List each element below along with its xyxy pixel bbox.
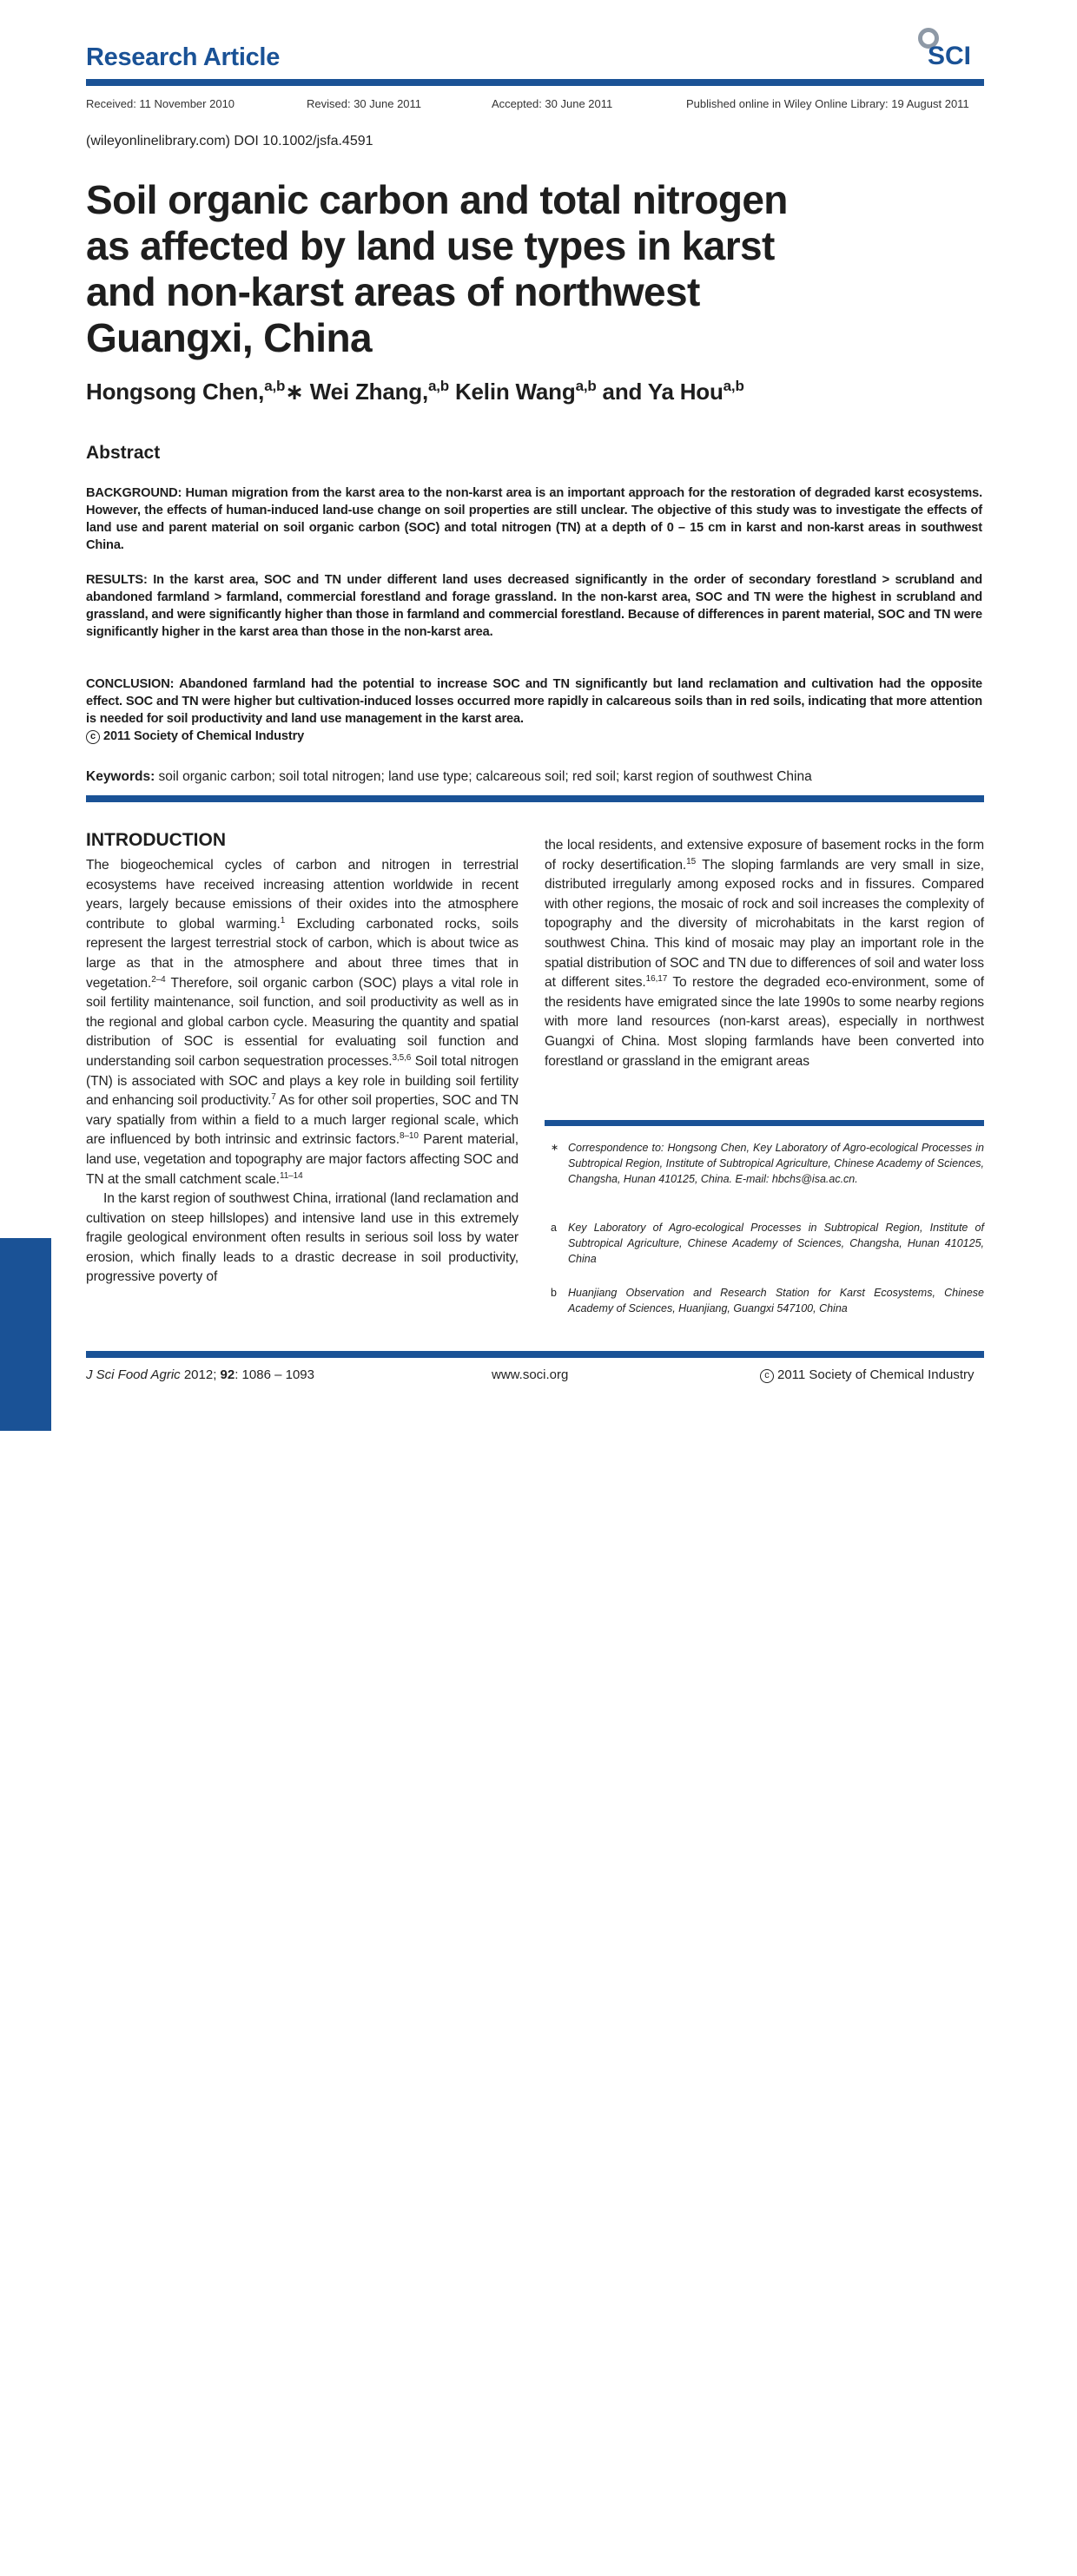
citation-reference[interactable]: 11–14: [280, 1170, 303, 1181]
journal-year: 2012;: [180, 1367, 221, 1382]
footnote-correspondence: Correspondence to: Hongsong Chen, Key Laboratory of Agro-ecological Processes in Subtropical Region, Institute of Subtropical Agriculture, Chinese Academy of Sciences, Changsha, Hunan 410125, China. E-mail: hbchs@isa.ac.cn.: [568, 1142, 984, 1185]
body-text: Parent material, land use, vegetation and topography are major factors affecting SOC and TN at the small catchment scale.: [86, 1132, 519, 1187]
footer-copyright: [760, 1367, 975, 1383]
body-text: As for other soil properties, SOC and TN vary spatially from within a field to a much larger regional scale, which are influenced by both intrinsic and extrinsic factors.: [86, 1093, 519, 1148]
author-affiliation: a,b: [264, 378, 286, 394]
body-text: To restore the degraded eco-environment, some of the residents have emigrated since the late 1990s to some nearby regions with more land resources (non-karst areas), especially in northwest Guangxi of China. Most sloping farmlands have been converted into forestland or grassland in the emigrant areas: [545, 975, 984, 1069]
author-affiliation: a,b: [575, 378, 597, 394]
journal-volume: 92: [220, 1367, 235, 1382]
citation-reference[interactable]: 3,5,6: [392, 1052, 412, 1063]
intro-paragraph: [545, 836, 984, 1071]
footnote-affiliation-b: Huanjiang Observation and Research Station for Karst Ecosystems, Chinese Academy of Sciences, Huanjiang, Guangxi 547100, China: [568, 1287, 984, 1314]
abstract-results: RESULTS: In the karst area, SOC and TN under different land uses decreased significantly in the order of secondary forestland > scrubland and abandoned farmland > farmland, commercial forestland and forage grassland. In the non-karst area, SOC and TN were the highest in scrubland and grassland, and were significantly higher than those in farmland and commercial forestland. Because of differences in parent material, SOC and TN were significantly higher in the karst area than those in the non-karst area.: [86, 573, 982, 639]
author-affiliation: a,b: [427, 378, 449, 394]
author-affiliation: a,b: [723, 378, 744, 394]
abstract-conclusion-block: [86, 675, 982, 745]
copyright-icon: c: [86, 730, 100, 744]
keywords-text: soil organic carbon; soil total nitrogen; land use type; calcareous soil; red soil; karst region of southwest China: [155, 769, 812, 784]
footnote-mark: b: [551, 1287, 557, 1299]
copyright-icon: c: [760, 1369, 774, 1383]
journal-pages: : 1086 – 1093: [235, 1367, 314, 1382]
author-name[interactable]: and Ya Hou: [596, 379, 724, 405]
introduction-heading: INTRODUCTION: [86, 830, 226, 850]
title-line: and non-karst areas of northwest: [86, 269, 700, 314]
abstract-copyright: 2011 Society of Chemical Industry: [103, 729, 305, 743]
page-number-tab: [0, 1238, 51, 2576]
author-name[interactable]: Hongsong Chen,: [86, 379, 265, 405]
doi-line[interactable]: (wileyonlinelibrary.com) DOI 10.1002/jsfa.4591: [86, 134, 373, 148]
keywords-label: Keywords:: [86, 769, 155, 784]
body-text: Soil total nitrogen (TN) is associated with SOC and plays a key role in building soil fertility and enhancing soil productivity.: [86, 1053, 519, 1109]
accepted-date: Accepted: 30 June 2011: [492, 97, 613, 110]
left-column: [86, 856, 519, 1288]
header-rule: [86, 79, 984, 86]
body-text: In the karst region of southwest China, irrational (land reclamation and cultivation on steep hillslopes) and intensive land use in this extremely fragile geological environment often results in serious soil loss by water erosion, which finally leads to a drastic decrease in soil productivity, progressive poverty of: [86, 1191, 519, 1285]
citation-reference[interactable]: 2–4: [151, 974, 166, 985]
page-number: 1086: [13, 2518, 40, 2576]
citation-reference[interactable]: 1: [280, 915, 286, 926]
author-name[interactable]: Wei Zhang,: [303, 379, 428, 405]
body-text: Therefore, soil organic carbon (SOC) plays a vital role in soil fertility maintenance, soil function, and soil productivity as well as in the regional and global carbon cycle. Measuring the quantity and spatial distribution of SOC is essential for evaluating soil function and understanding soil carbon sequestration processes.: [86, 975, 519, 1069]
citation-reference[interactable]: 16,17: [645, 974, 668, 985]
intro-paragraph: [86, 1189, 519, 1288]
journal-name: J Sci Food Agric: [86, 1367, 181, 1382]
abstract-conclusion: CONCLUSION: Abandoned farmland had the potential to increase SOC and TN significantly but land reclamation and cultivation had the opposite effect. SOC and TN were higher but cultivation-induced losses occurred more rapidly in calcareous soils than in red soils, indicating that more attention is needed for soil productivity and land use management in the karst area.: [86, 677, 982, 726]
footnote-rule: [545, 1120, 984, 1126]
received-date: Received: 11 November 2010: [86, 97, 235, 110]
abstract-heading: Abstract: [86, 443, 161, 463]
paper-title: [86, 177, 868, 361]
citation-reference[interactable]: 8–10: [400, 1131, 419, 1142]
published-date: Published online in Wiley Online Library: 19 August 2011: [686, 97, 969, 110]
title-line: Soil organic carbon and total nitrogen: [86, 177, 788, 222]
abstract-background: BACKGROUND: Human migration from the karst area to the non-karst area is an important approach for the restoration of degraded karst ecosystems. However, the effects of human-induced land-use change on soil properties are still unclear. The objective of this study was to investigate the effects of land use and parent material on soil organic carbon (SOC) and total nitrogen (TN) at a depth of 0 – 15 cm in karst and non-karst areas in southwest China.: [86, 486, 982, 552]
journal-citation: [86, 1367, 314, 1382]
abstract-rule: [86, 795, 984, 802]
title-line: Guangxi, China: [86, 315, 372, 360]
right-column: [545, 836, 984, 1071]
footnote-mark: a: [551, 1222, 557, 1234]
article-type-heading: Research Article: [86, 43, 281, 71]
footnote-affiliation-a: Key Laboratory of Agro-ecological Processes in Subtropical Region, Institute of Subtropical Agriculture, Chinese Academy of Sciences, Changsha, Hunan 410125, China: [568, 1222, 984, 1265]
body-text: The sloping farmlands are very small in size, distributed irregularly among exposed rocks and in fissures. Compared with other regions, the mosaic of rock and soil increases the complexity of topography and the diversity of microhabitats in the karst region of southwest China. This kind of mosaic may play an important role in the spatial distribution of SOC and TN due to differences of soil and water loss at different sites.: [545, 857, 984, 991]
keywords-line: [86, 769, 989, 785]
author-list: [86, 379, 744, 405]
soci-logo: [915, 24, 985, 73]
revised-date: Revised: 30 June 2011: [307, 97, 422, 110]
footnote-mark: ∗: [551, 1143, 559, 1153]
body-text: the local residents, and extensive exposure of basement rocks in the form of rocky desertification.: [545, 838, 984, 873]
citation-reference[interactable]: 7: [271, 1092, 276, 1103]
corresponding-mark: ∗: [285, 379, 304, 405]
citation-reference[interactable]: 15: [686, 856, 697, 866]
website-link[interactable]: www.soci.org: [492, 1367, 569, 1382]
intro-paragraph: [86, 856, 519, 1189]
logo-text: SCI: [928, 42, 972, 70]
title-line: as affected by land use types in karst: [86, 223, 775, 268]
footer-copyright-text: 2011 Society of Chemical Industry: [777, 1367, 975, 1382]
author-name[interactable]: Kelin Wang: [448, 379, 576, 405]
body-text: Excluding carbonated rocks, soils represent the largest terrestrial stock of carbon, which is about twice as large as that in the atmosphere and about three times that in vegetation.: [86, 916, 519, 991]
footer-rule: [86, 1351, 984, 1358]
body-text: The biogeochemical cycles of carbon and nitrogen in terrestrial ecosystems have received increasing attention worldwide in recent years, largely because emissions of their oxides into the atmosphere contribute to global warming.: [86, 858, 519, 932]
